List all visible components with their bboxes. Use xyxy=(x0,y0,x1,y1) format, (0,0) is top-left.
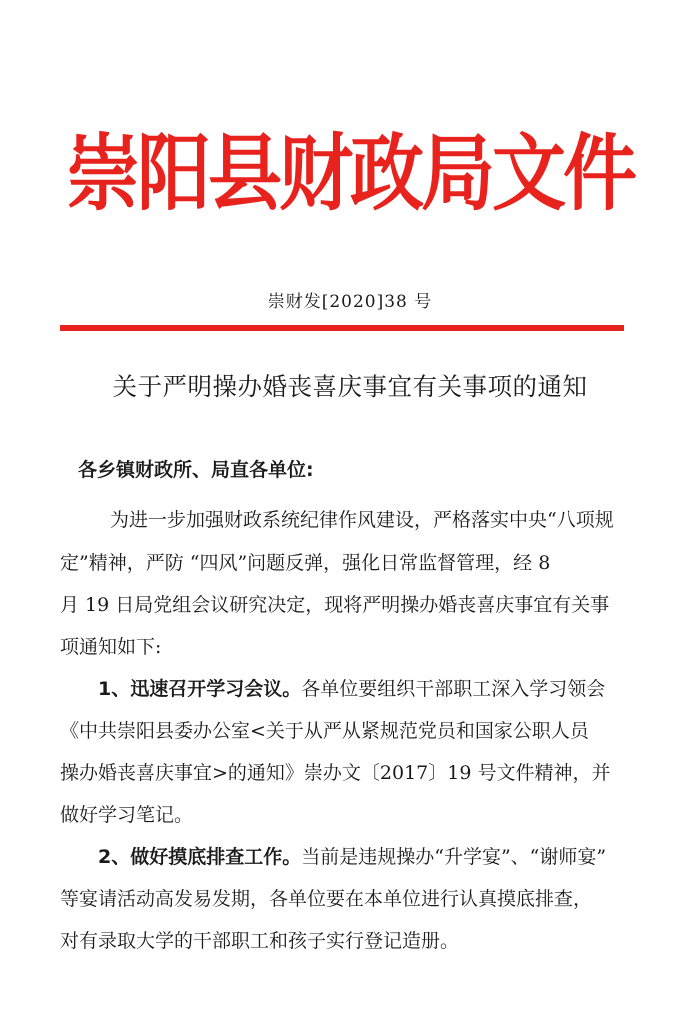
item2-heading: 2、做好摸底排查工作。 xyxy=(98,846,302,868)
item2-line-3: 对有录取大学的干部职工和孩子实行登记造册。 xyxy=(60,930,460,952)
item1-first-line xyxy=(98,674,605,701)
item1-line-4: 做好学习笔记。 xyxy=(60,804,194,826)
intro-line-1: 为进一步加强财政系统纪律作风建设，严格落实中央“八项规 xyxy=(110,509,614,531)
item2-line-2: 等宴请活动高发易发期，各单位要在本单位进行认真摸底排查， xyxy=(60,888,593,910)
item1-heading: 1、迅速召开学习会议。 xyxy=(98,678,302,700)
intro-line-3: 月 19 日局党组会议研究决定，现将严明操办婚丧喜庆事宜有关事 xyxy=(60,594,610,616)
red-divider-line xyxy=(60,325,624,331)
document-number: 崇财发[2020]38 号 xyxy=(267,292,433,312)
item1-line-2: 《中共崇阳县委办公室<关于从严从紧规范党员和国家公职人员 xyxy=(60,720,589,742)
intro-line-2: 定”精神，严防 “四风”问题反弹，强化日常监督管理，经 8 xyxy=(60,552,551,574)
item2-first-line xyxy=(98,842,606,869)
document-header-title: 崇阳县财政局文件 xyxy=(66,125,634,223)
item1-line-1: 各单位要组织干部职工深入学习领会 xyxy=(301,678,606,700)
item1-line-3: 操办婚丧喜庆事宜>的通知》崇办文〔2017〕19 号文件精神，并 xyxy=(60,762,611,784)
recipient-line: 各乡镇财政所、局直各单位: xyxy=(78,459,314,481)
item2-line-1: 当前是违规操办“升学宴”、“谢师宴” xyxy=(301,846,607,868)
intro-line-4: 项通知如下: xyxy=(60,636,162,658)
notice-title: 关于严明操办婚丧喜庆事宜有关事项的通知 xyxy=(112,372,588,401)
